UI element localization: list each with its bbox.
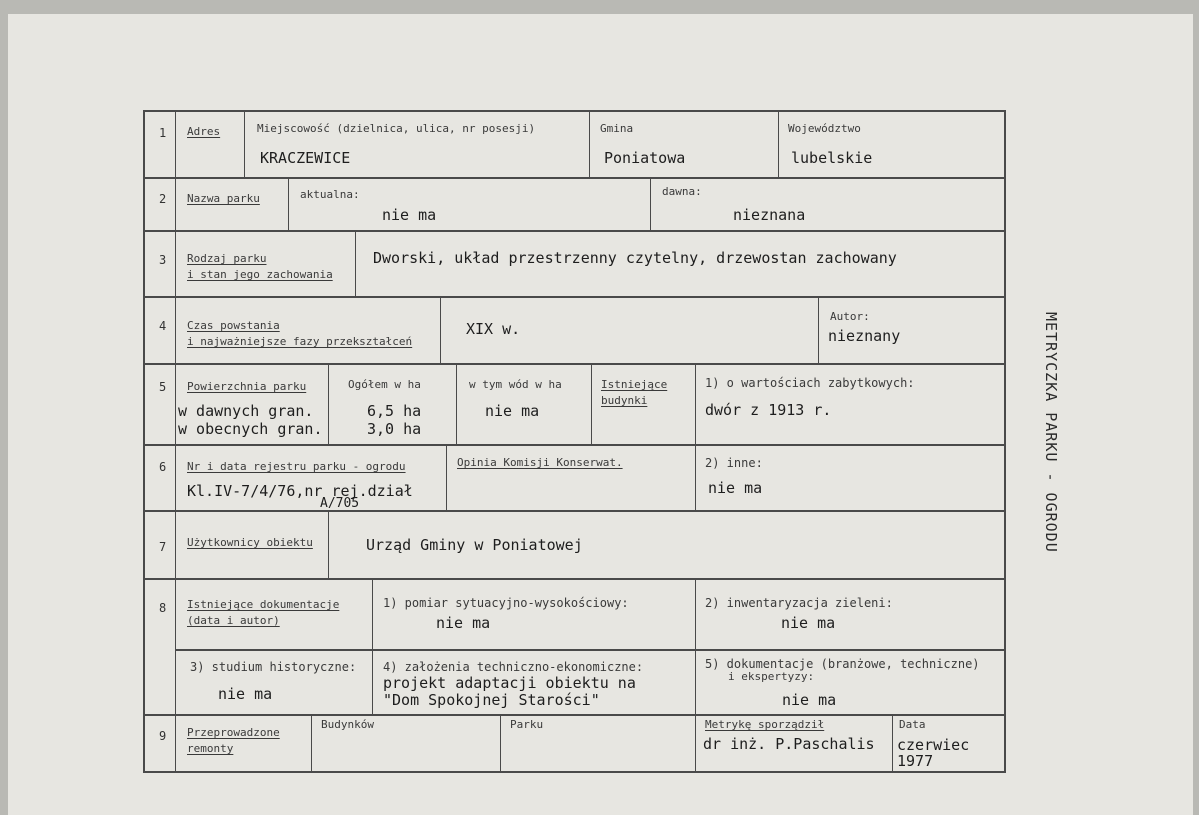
- cell-divider: [695, 714, 696, 771]
- date-value: 1977: [897, 752, 934, 770]
- historical-study-label: 3) studium historyczne:: [190, 660, 357, 674]
- number-column-divider: [175, 112, 176, 771]
- buildings-renovations-label: Budynków: [321, 718, 374, 731]
- technical-assumptions-label: 4) założenia techniczno-ekonomiczne:: [383, 660, 644, 674]
- row-number: 3: [159, 253, 167, 267]
- cell-divider: [328, 510, 329, 578]
- survey-label: 1) pomiar sytuacyjno-wysokościowy:: [383, 596, 629, 610]
- current-name-label: aktualna:: [300, 188, 360, 201]
- cell-divider: [818, 296, 819, 363]
- date-value: czerwiec: [897, 736, 970, 754]
- cell-divider: [288, 177, 289, 230]
- current-bounds-label: w obecnych gran.: [178, 420, 323, 438]
- cell-divider: [244, 112, 245, 177]
- row-divider: [145, 444, 1004, 446]
- cell-divider: [695, 363, 696, 444]
- row-divider: [145, 363, 1004, 365]
- technical-assumptions-value: projekt adaptacji obiektu na: [383, 674, 636, 692]
- creation-time-value: XIX w.: [466, 320, 521, 338]
- buildings-label: budynki: [601, 394, 648, 407]
- cell-divider: [440, 296, 441, 363]
- park-type-label: Rodzaj parku: [187, 252, 267, 265]
- expertise-value: nie ma: [782, 691, 837, 709]
- historical-study-value: nie ma: [218, 685, 273, 703]
- row-number: 6: [159, 460, 167, 474]
- row-divider: [145, 578, 1004, 580]
- register-label: Nr i data rejestru parku - ogrodu: [187, 460, 406, 473]
- park-name-label: Nazwa parku: [187, 192, 260, 205]
- technical-assumptions-value: "Dom Spokojnej Starości": [383, 691, 600, 709]
- former-name-label: dawna:: [662, 185, 702, 198]
- park-type-label: i stan jego zachowania: [187, 268, 333, 281]
- historic-buildings-value: dwór z 1913 r.: [705, 401, 832, 419]
- row-divider: [145, 714, 1004, 716]
- cell-divider: [372, 578, 373, 714]
- greenery-inventory-value: nie ma: [781, 614, 836, 632]
- date-label: Data: [899, 718, 926, 731]
- park-type-value: Dworski, układ przestrzenny czytelny, drzewostan zachowany: [373, 249, 897, 267]
- row-number: 5: [159, 380, 167, 394]
- commune-value: Poniatowa: [604, 149, 686, 167]
- prepared-by-label: Metrykę sporządził: [705, 718, 825, 731]
- locality-label: Miejscowość (dzielnica, ulica, nr posesji): [257, 122, 536, 135]
- row-divider: [145, 230, 1004, 232]
- documentation-label: (data i autor): [187, 614, 280, 627]
- users-label: Użytkownicy obiektu: [187, 536, 313, 549]
- side-title: METRYCZKA PARKU - OGRODU: [1042, 312, 1060, 553]
- expertise-label: i ekspertyzy:: [728, 670, 815, 683]
- cell-divider: [500, 714, 501, 771]
- row-number: 9: [159, 729, 167, 743]
- row-number: 4: [159, 319, 167, 333]
- buildings-label: Istniejące: [601, 378, 668, 391]
- row-number: 2: [159, 192, 167, 206]
- row-number: 8: [159, 601, 167, 615]
- former-bounds-label: w dawnych gran.: [178, 402, 314, 420]
- cell-divider: [355, 230, 356, 296]
- historic-buildings-label: 1) o wartościach zabytkowych:: [705, 376, 915, 390]
- area-label: Powierzchnia parku: [187, 380, 307, 393]
- water-area-label: w tym wód w ha: [469, 378, 562, 391]
- commune-label: Gmina: [600, 122, 634, 135]
- cell-divider: [591, 363, 592, 444]
- expertise-label: 5) dokumentacje (branżowe, techniczne): [705, 657, 980, 671]
- renovations-label: Przeprowadzone: [187, 726, 280, 739]
- prepared-by-value: dr inż. P.Paschalis: [703, 735, 875, 753]
- other-label: 2) inne:: [705, 456, 763, 470]
- survey-value: nie ma: [436, 614, 491, 632]
- park-renovations-label: Parku: [510, 718, 544, 731]
- address-label: Adres: [187, 125, 221, 138]
- row-number: 7: [159, 540, 167, 554]
- voivodeship-value: lubelskie: [791, 149, 873, 167]
- register-value: Kl.IV-7/4/76,nr rej.dział: [187, 482, 413, 500]
- cell-divider: [446, 444, 447, 510]
- voivodeship-label: Województwo: [788, 122, 861, 135]
- former-name-value: nieznana: [733, 206, 806, 224]
- author-value: nieznany: [828, 327, 901, 345]
- greenery-inventory-label: 2) inwentaryzacja zieleni:: [705, 596, 893, 610]
- total-area-current: 3,0 ha: [367, 420, 422, 438]
- cell-divider: [778, 112, 779, 177]
- water-area-value: nie ma: [485, 402, 540, 420]
- creation-time-label: i najważniejsze fazy przekształceń: [187, 335, 413, 348]
- row-divider: [175, 649, 1004, 651]
- cell-divider: [328, 363, 329, 444]
- cell-divider: [311, 714, 312, 771]
- cell-divider: [456, 363, 457, 444]
- row-divider: [145, 177, 1004, 179]
- author-label: Autor:: [830, 310, 870, 323]
- conservation-opinion-label: Opinia Komisji Konserwat.: [457, 456, 623, 469]
- cell-divider: [589, 112, 590, 177]
- cell-divider: [650, 177, 651, 230]
- row-divider: [145, 510, 1004, 512]
- total-area-label: Ogółem w ha: [348, 378, 421, 391]
- cell-divider: [892, 714, 893, 771]
- cell-divider: [695, 444, 696, 510]
- row-number: 1: [159, 126, 167, 140]
- renovations-label: remonty: [187, 742, 234, 755]
- users-value: Urząd Gminy w Poniatowej: [366, 536, 583, 554]
- current-name-value: nie ma: [382, 206, 437, 224]
- row-divider: [145, 296, 1004, 298]
- documentation-label: Istniejące dokumentacje: [187, 598, 340, 611]
- other-value: nie ma: [708, 479, 763, 497]
- park-record-form: [143, 110, 1006, 773]
- creation-time-label: Czas powstania: [187, 319, 280, 332]
- register-value-number: A/705: [320, 496, 360, 511]
- total-area-former: 6,5 ha: [367, 402, 422, 420]
- cell-divider: [695, 578, 696, 714]
- locality-value: KRACZEWICE: [260, 149, 351, 167]
